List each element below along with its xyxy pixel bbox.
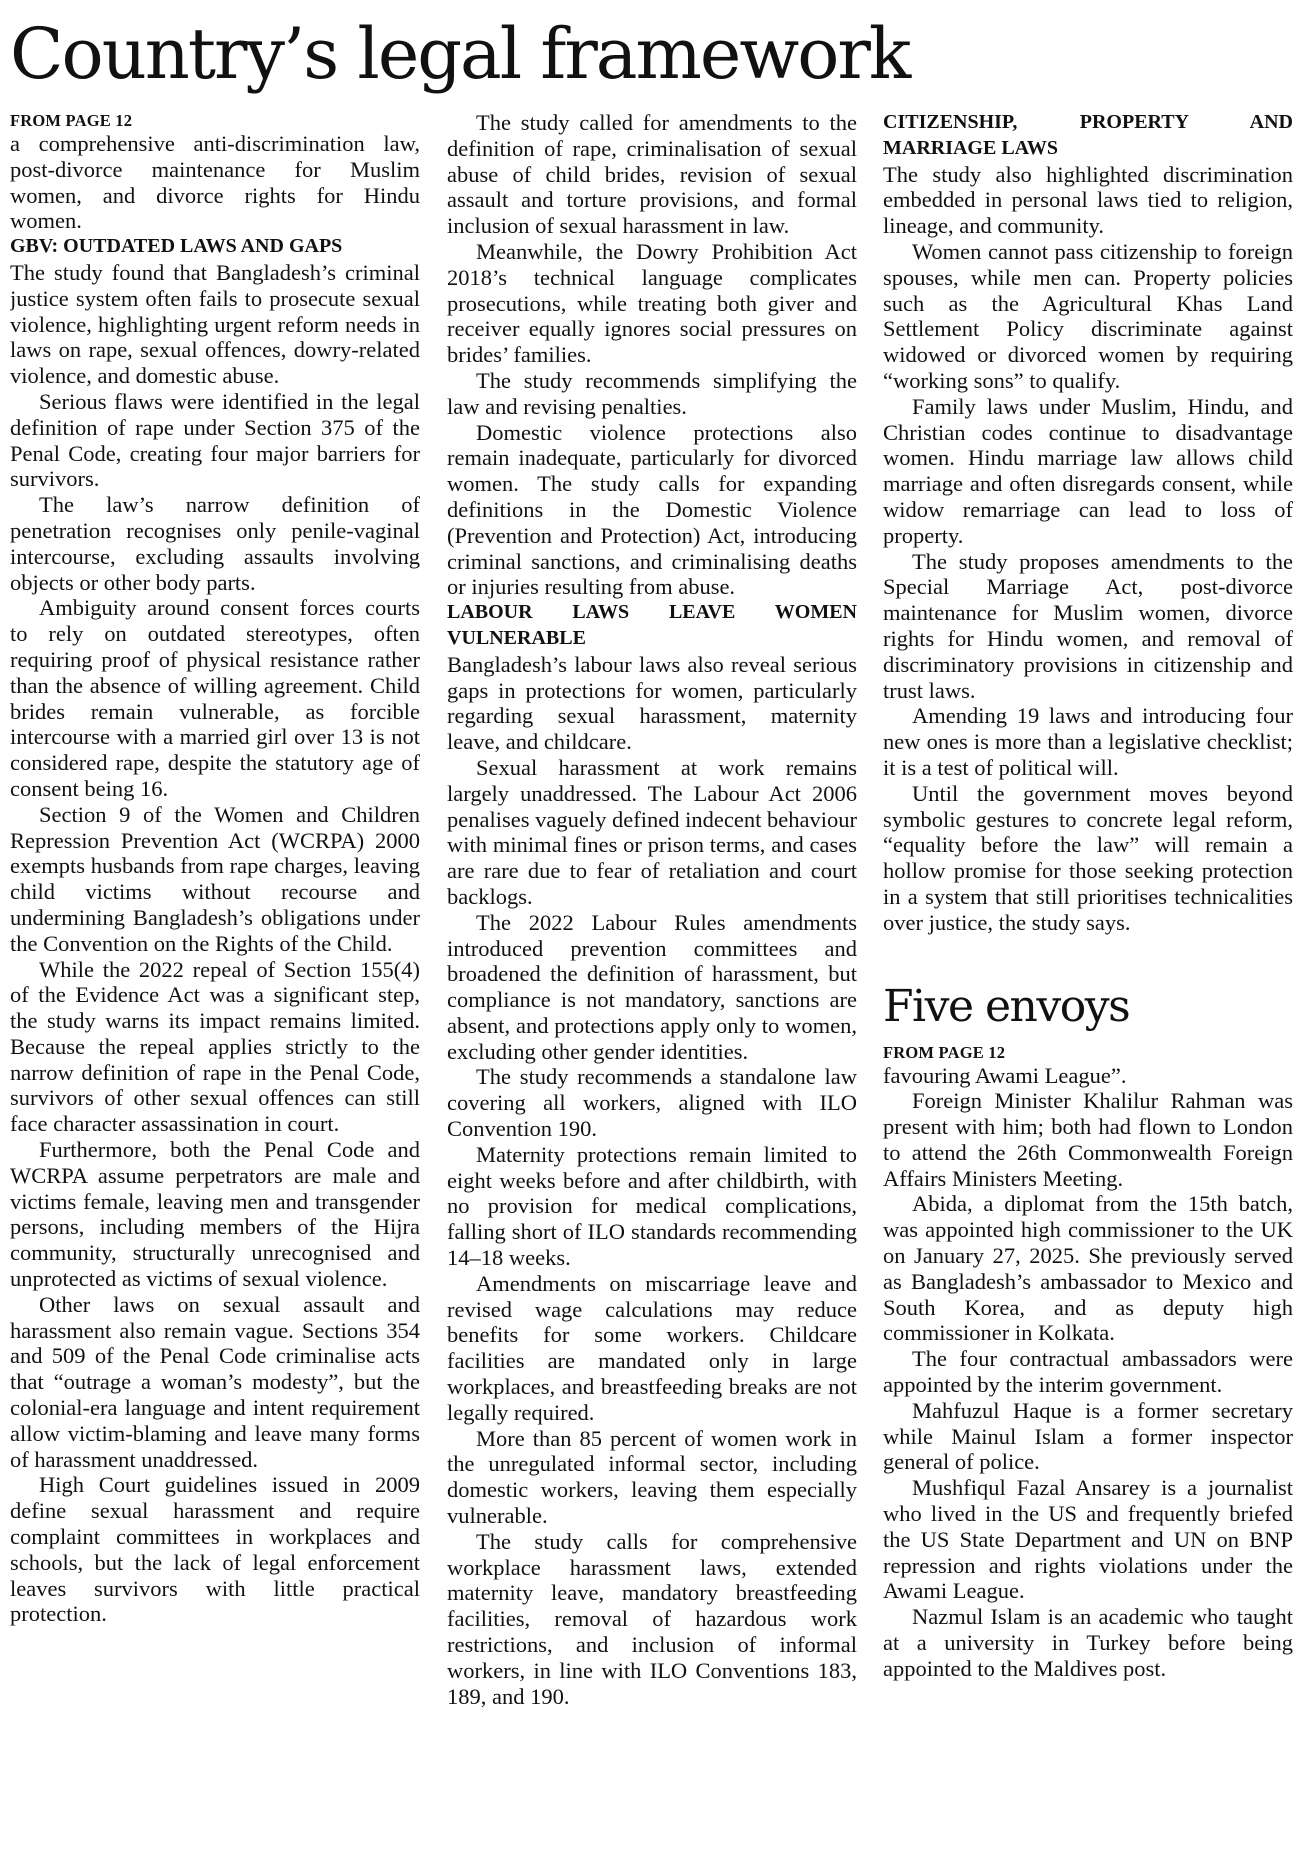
subhead-labour-laws: LABOUR LAWS LEAVE WOMEN VULNERABLE (447, 601, 857, 649)
paragraph: The study calls for comprehensive workplace harassment laws, extended maternity leave, mandatory breastfeeding facilities, removal of hazardous work restrictions, and inclusion of informal workers, in line with ILO Conventions 183, 189, and 190. (447, 1528, 857, 1709)
paragraph: Meanwhile, the Dowry Prohibition Act 2018’s technical language complicates prosecutions, while treating both giver and receiver equally ignores social pressures on brides’ families. (447, 238, 857, 368)
paragraph: Women cannot pass citizenship to foreign spouses, while men can. Property policies such as the Agricultural Khas Land Settlement Policy discriminate against widowed or divorced women by requiring “working sons” to qualify. (883, 238, 1293, 393)
paragraph: Amendments on miscarriage leave and revised wage calculations may reduce benefits for some workers. Childcare facilities are mandated only in large workplaces, and breastfeeding breaks are not legally required. (447, 1270, 857, 1425)
headline-legal-framework: Country’s legal framework (10, 13, 910, 95)
paragraph: Serious flaws were identified in the legal definition of rape under Section 375 of the Penal Code, creating four major barriers for survivors. (10, 388, 420, 492)
paragraph: The study called for amendments to the definition of rape, criminalisation of sexual abuse of child brides, revision of sexual assault and torture provisions, and formal inclusion of sexual harassment in law. (447, 110, 857, 239)
paragraph: The study proposes amendments to the Special Marriage Act, post-divorce maintenance for Muslim women, divorce rights for Hindu women, and removal of discriminatory provisions in citizenship and trust laws. (883, 548, 1293, 703)
paragraph: Furthermore, both the Penal Code and WCRPA assume perpetrators are male and victims female, leaving men and transgender persons, including members of the Hijra community, structurally unrecognised and unprotected as victims of sexual violence. (10, 1137, 420, 1292)
paragraph: Until the government moves beyond symbolic gestures to concrete legal reform, “equality before the law” will remain a hollow promise for those seeking protection in a system that still prioritises technicalities over justice, the study says. (883, 780, 1293, 935)
paragraph: favouring Awami League”. (883, 1062, 1127, 1088)
paragraph: Foreign Minister Khalilur Rahman was present with him; both had flown to London to attend the 26th Commonwealth Foreign Affairs Ministers Meeting. (883, 1088, 1293, 1191)
paragraph: Other laws on sexual assault and harassment also remain vague. Sections 354 and 509 of the Penal Code criminalise acts that “outrage a woman’s modesty”, but the colonial-era language and intent requirement allow victim-blaming and leave many forms of harassment unaddressed. (10, 1291, 420, 1472)
paragraph: Abida, a diplomat from the 15th batch, was appointed high commissioner to the UK on January 27, 2025. She previously served as Bangladesh’s ambassador to Mexico and South Korea, and as deputy high commissioner in Kolkata. (883, 1191, 1293, 1346)
paragraph: The study also highlighted discrimination embedded in personal laws tied to religion, lineage, and community. (883, 161, 1293, 239)
paragraph: Sexual harassment at work remains largely unaddressed. The Labour Act 2006 penalises vaguely defined indecent behaviour with minimal fines or prison terms, and cases are rare due to fear of retaliation and court backlogs. (447, 754, 857, 909)
paragraph: The study recommends a standalone law covering all workers, aligned with ILO Convention 190. (447, 1064, 857, 1142)
paragraph: While the 2022 repeal of Section 155(4) of the Evidence Act was a significant step, the study warns its impact remains limited. Because the repeal applies strictly to the narrow definition of rape in the Penal Code, survivors of other sexual offences can still face character assassination in court. (10, 956, 420, 1137)
paragraph: Maternity protections remain limited to eight weeks before and after childbirth, with no provision for medical complications, falling short of ILO standards recommending 14–18 weeks. (447, 1141, 857, 1271)
paragraph: Bangladesh’s labour laws also reveal serious gaps in protections for women, particularly regarding sexual harassment, maternity leave, and childcare. (447, 651, 857, 755)
paragraph: The study recommends simplifying the law and revising penalties. (447, 367, 857, 419)
paragraph: More than 85 percent of women work in the unregulated informal sector, including domestic workers, leaving them especially vulnerable. (447, 1425, 857, 1529)
subhead-citizenship: CITIZENSHIP, PROPERTY AND MARRIAGE LAWS (883, 111, 1293, 159)
headline-five-envoys: Five envoys (883, 980, 1130, 1032)
paragraph: Amending 19 laws and introducing four new ones is more than a legislative checklist; it is a test of political will. (883, 703, 1293, 780)
column-3 (883, 110, 1293, 1865)
paragraph: Section 9 of the Women and Children Repression Prevention Act (WCRPA) 2000 exempts husbands from rape charges, leaving child victims without recourse and undermining Bangladesh’s obligations under the Convention on the Rights of the Child. (10, 801, 420, 956)
column-1 (10, 110, 420, 1865)
paragraph: High Court guidelines issued in 2009 define sexual harassment and require complaint committees in workplaces and schools, but the lack of legal enforcement leaves survivors with little practical protection. (10, 1472, 420, 1627)
paragraph: The 2022 Labour Rules amendments introduced prevention committees and broadened the definition of harassment, but compliance is not mandatory, sanctions are absent, and protections apply only to women, excluding other gender identities. (447, 909, 857, 1064)
paragraph: Nazmul Islam is an academic who taught at a university in Turkey before being appointed to the Maldives post. (883, 1604, 1293, 1681)
from-page-kicker: FROM PAGE 12 (883, 1042, 1006, 1062)
paragraph: The study found that Bangladesh’s criminal justice system often fails to prosecute sexual violence, highlighting urgent reform needs in laws on rape, sexual offences, dowry-related violence, and domestic abuse. (10, 259, 420, 389)
paragraph: Family laws under Muslim, Hindu, and Christian codes continue to disadvantage women. Hindu marriage law allows child marriage and often disregards consent, while widow remarriage can lead to loss of property. (883, 393, 1293, 548)
from-page-kicker: FROM PAGE 12 (10, 111, 133, 130)
paragraph: The four contractual ambassadors were appointed by the interim government. (883, 1346, 1293, 1398)
column-2 (447, 110, 857, 1865)
paragraph: Mushfiqul Fazal Ansarey is a journalist who lived in the US and frequently briefed the US State Department and UN on BNP repression and rights violations under the Awami League. (883, 1475, 1293, 1604)
subhead-gbv: GBV: OUTDATED LAWS AND GAPS (10, 235, 343, 258)
paragraph: a comprehensive anti-discrimination law, post-divorce maintenance for Muslim women, and divorce rights for Hindu women. (10, 131, 420, 234)
paragraph: Domestic violence protections also remain inadequate, particularly for divorced women. The study calls for expanding definitions in the Domestic Violence (Prevention and Protection) Act, introducing criminal sanctions, and criminalising deaths or injuries resulting from abuse. (447, 419, 857, 600)
paragraph: Mahfuzul Haque is a former secretary while Mainul Islam a former inspector general of police. (883, 1397, 1293, 1475)
paragraph: Ambiguity around consent forces courts to rely on outdated stereotypes, often requiring proof of physical resistance rather than the absence of willing agreement. Child brides remain vulnerable, as forcible intercourse with a married girl over 13 is not considered rape, despite the statutory age of consent being 16. (10, 595, 420, 801)
paragraph: The law’s narrow definition of penetration recognises only penile-vaginal intercourse, excluding assaults involving objects or other body parts. (10, 492, 420, 595)
